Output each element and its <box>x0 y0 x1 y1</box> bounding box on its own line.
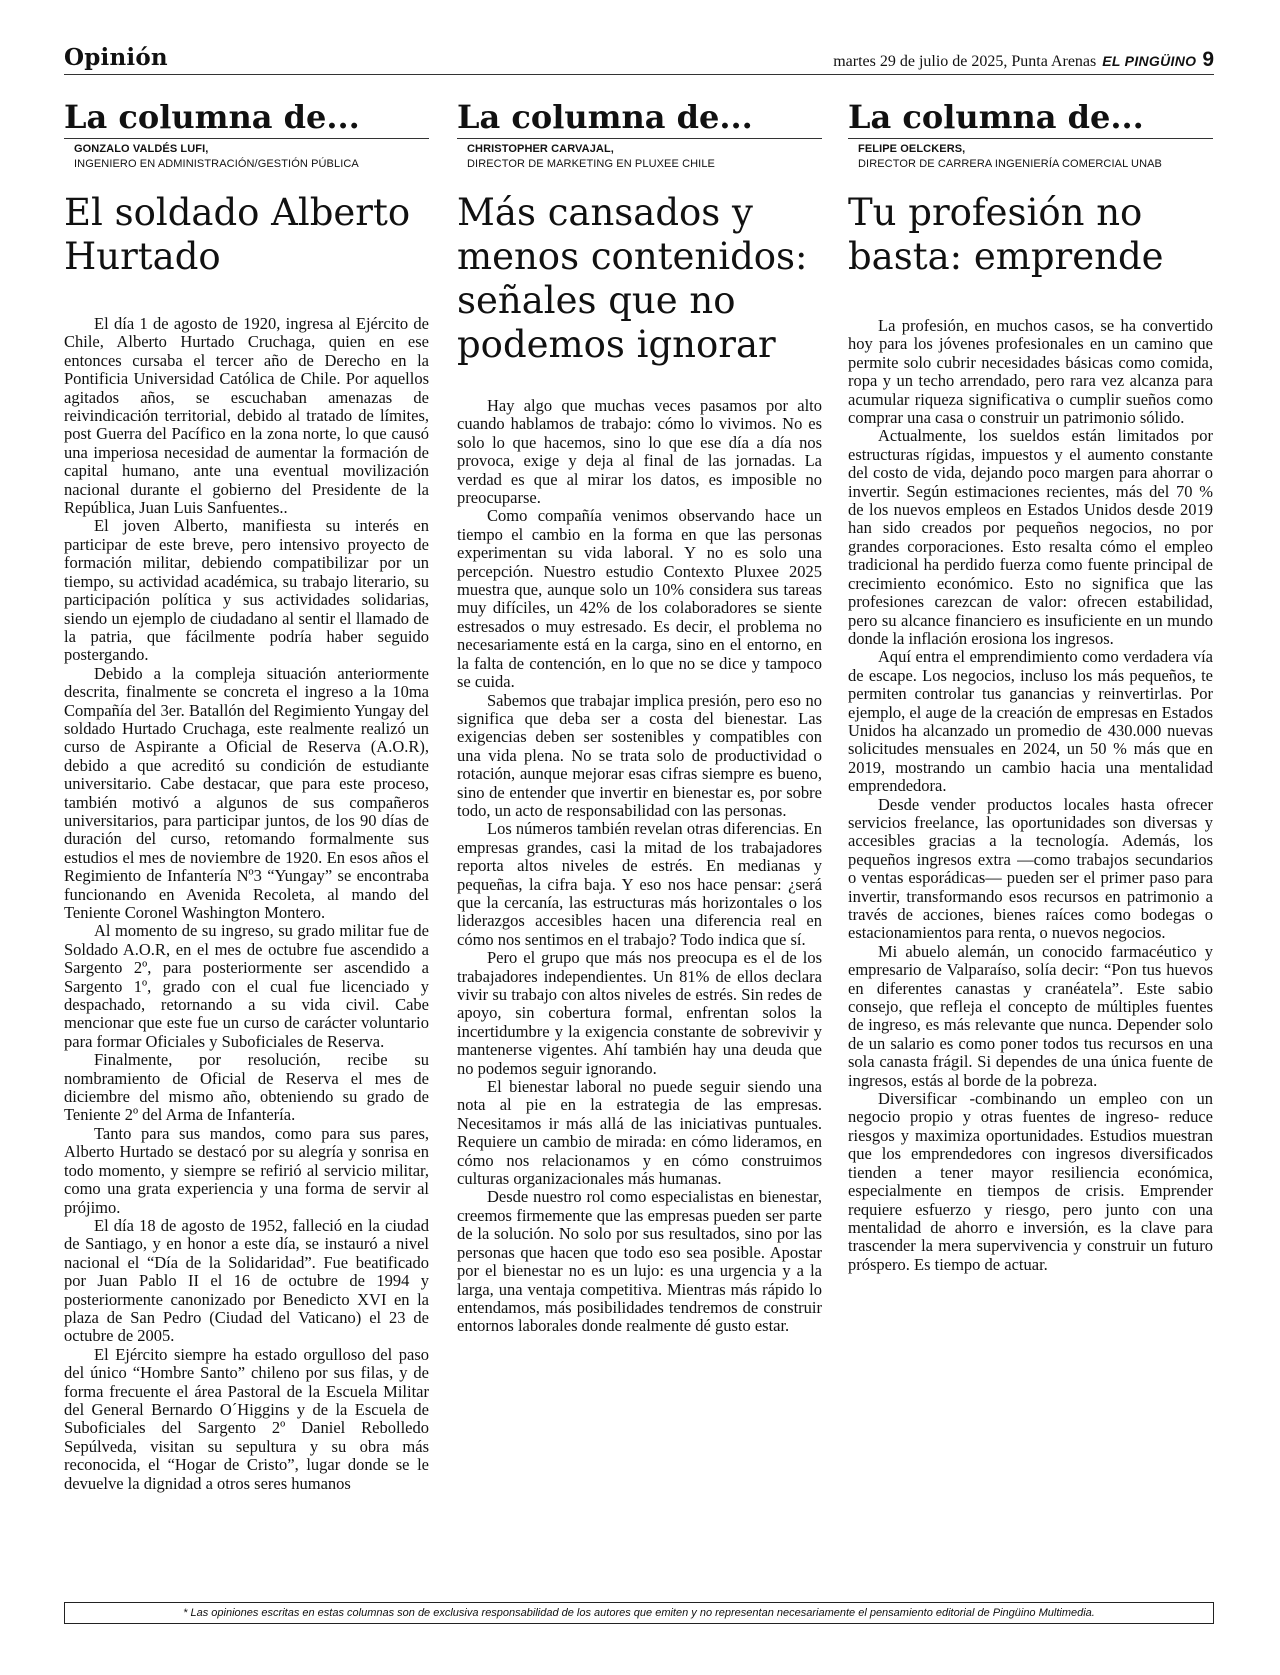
article-paragraph: Hay algo que muchas veces pasamos por alto cuando hablamos de trabajo: cómo lo vivimos. No es solo lo que hacemos, sino lo que ese día a día nos provoca, exige y deja al final de las jornadas. La verdad es que al mirar los datos, es imposible no preocuparse. <box>457 396 822 508</box>
article-paragraph: El día 1 de agosto de 1920, ingresa al Ejército de Chile, Alberto Hurtado Cruchaga, quien en ese entonces cursaba el tercer año de Derecho en la Pontificia Universidad Católica de Chile. Por aquellos agitados años, se escuchaban amenazas de reivindicación territorial, debido al tratado de límites, post Guerra del Pacífico en la zona norte, lo que causó una imperiosa necesidad de aumentar la formación de capital humano, ante una eventual movilización nacional durante el gobierno del Presidente de la República, Juan Luis Sanfuentes.. <box>64 314 429 518</box>
header-meta <box>833 48 1214 71</box>
author-role: INGENIERO EN ADMINISTRACIÓN/GESTIÓN PÚBLICA <box>74 158 359 170</box>
article-paragraph: Aquí entra el emprendimiento como verdadera vía de escape. Los negocios, incluso los más pequeños, te permiten controlar tus ganancias y reinvertirlas. Por ejemplo, el auge de la creación de empresas en Estados Unidos ha alcanzado un promedio de 430.000 nuevas solicitudes mensuales en 2024, un 50 % más que en 2019, mostrando un cambio hacia una mentalidad emprendedora. <box>848 647 1213 796</box>
article-paragraph: Actualmente, los sueldos están limitados por estructuras rígidas, impuestos y el aumento constante del costo de vida, dejando poco margen para ahorrar o invertir. Según estimaciones recientes, más del 70 % de los nuevos empleos en Estados Unidos desde 2019 han sido creados por pequeños negocios, no por grandes corporaciones. Esto resalta cómo el empleo tradicional ha perdido fuerza como fuente principal de crecimiento económico. Esto no significa que las profesiones carezcan de valor: ofrecen estabilidad, pero su alcance financiero es insuficiente en un mundo donde la inflación erosiona los ingresos. <box>848 426 1213 648</box>
column-kicker: La columna de... <box>457 96 822 139</box>
editorial-disclaimer: * Las opiniones escritas en estas columnas son de exclusiva responsabilidad de los autores que emiten y no representan necesariamente el pensamiento editorial de Pingüino Multimedia. <box>64 1602 1214 1624</box>
article-headline: El soldado Alberto Hurtado <box>64 191 411 278</box>
article-paragraph: Desde vender productos locales hasta ofrecer servicios freelance, las oportunidades son diversas y accesibles gracias a la tecnología. Además, los pequeños ingresos extra —como trabajos secundarios o ventas esporádicas— pueden ser el primer paso para invertir, transformando esos recursos en patrimonio a través de acciones, bienes raíces como bodegas o estacionamientos para renta, o nuevos negocios. <box>848 794 1213 943</box>
page-header <box>64 46 1214 75</box>
article-paragraph: Como compañía venimos observando hace un tiempo el cambio en la forma en que las personas experimentan su vida laboral. Y no es solo una percepción. Nuestro estudio Contexto Pluxee 2025 muestra que, aunque solo un 10% considera sus tareas muy difíciles, un 42% de los colaboradores se siente estresados o muy estresado. Es decir, el problema no necesariamente está en la carga, sino en el entorno, en la falta de contención, en lo que no se dice y tampoco se cuida. <box>457 506 822 692</box>
author-name: CHRISTOPHER CARVAJAL, <box>467 143 614 155</box>
article-paragraph: Pero el grupo que más nos preocupa es el de los trabajadores independientes. Un 81% de ellos declara vivir su trabajo con altos niveles de estrés. Sin redes de apoyo, sin cobertura formal, enfrentan solos la incertidumbre y la exigencia constante de sobrevivir y mantenerse vigentes. Ahí también hay una deuda que no podemos seguir ignorando. <box>457 948 822 1078</box>
newspaper-logo: EL PINGÜINO <box>1102 53 1197 69</box>
article-paragraph: Al momento de su ingreso, su grado militar fue de Soldado A.O.R, en el mes de octubre fue ascendido a Sargento 2º, para posteriormente ser ascendido a Sargento 1º, grado con el cual fue licenciado y despachado, retornando a su vida civil. Cabe mencionar que este fue un curso de carácter voluntario para formar Oficiales y Suboficiales de Reserva. <box>64 921 429 1051</box>
article-paragraph: Sabemos que trabajar implica presión, pero eso no significa que deba ser a costa del bienestar. Las exigencias deben ser sostenibles y compatibles con una vida plena. No se trata solo de productividad o rotación, aunque mejorar esas cifras siempre es bueno, sino de entender que invertir en bienestar es, por sobre todo, un acto de responsabilidad con las personas. <box>457 690 822 820</box>
date-line: martes 29 de julio de 2025, Punta Arenas <box>833 53 1097 70</box>
article-paragraph: Debido a la compleja situación anteriormente descrita, finalmente se concreta el ingreso a la 10ma Compañía del 3er. Batallón del Regimiento Yungay del soldado Hurtado Cruchaga, este realmente realizó un curso de Aspirante a Oficial de Reserva (A.O.R), debido a que acreditó su condición de estudiante universitario. Cabe destacar, que para este proceso, también motivó a algunos de sus compañeros universitarios, para participar juntos, de los 90 días de duración del curso, retomando formalmente sus estudios el mes de noviembre de 1920. En esos años el Regimiento de Infantería Nº3 “Yungay” se encontraba funcionando en Avenida Recoleta, al mando del Teniente Coronel Washington Montero. <box>64 663 429 922</box>
author-name: FELIPE OELCKERS, <box>858 143 966 155</box>
section-title: Opinión <box>64 44 168 71</box>
column-kicker: La columna de... <box>848 96 1213 139</box>
article-paragraph: El bienestar laboral no puede seguir siendo una nota al pie en la estrategia de las empresas. Necesitamos ir más allá de las iniciativas puntuales. Requiere un cambio de mirada: en cómo lideramos, en cómo nos relacionamos y en cómo construimos culturas organizacionales más humanas. <box>457 1077 822 1189</box>
article-body <box>457 397 822 1336</box>
article-paragraph: La profesión, en muchos casos, se ha convertido hoy para los jóvenes profesionales en un camino que permite solo cubrir necesidades básicas como comida, ropa y un techo arrendado, pero rara vez alcanza para acumular riqueza significativa o cumplir sueños como comprar una casa o construir un patrimonio sólido. <box>848 316 1213 428</box>
page-number: 9 <box>1202 48 1214 71</box>
article-paragraph: Tanto para sus mandos, como para sus pares, Alberto Hurtado se destacó por su alegría y sonrisa en todo momento, y siempre se refirió al servicio militar, como una grata experiencia y una forma de servir al prójimo. <box>64 1123 429 1217</box>
article-paragraph: Desde nuestro rol como especialistas en bienestar, creemos firmemente que las empresas pueden ser parte de la solución. No solo por sus resultados, sino por las personas que hacen que todo eso sea posible. Apostar por el bienestar no es un lujo: es una urgencia y a la larga, una ventaja competitiva. Mientras más rápido lo entendamos, más posibilidades tendremos de construir entornos laborales donde realmente dé gusto estar. <box>457 1187 822 1336</box>
author-name: GONZALO VALDÉS LUFI, <box>74 143 209 155</box>
article-paragraph: El joven Alberto, manifiesta su interés en participar de este breve, pero intensivo proyecto de formación militar, debiendo compatibilizar por un tiempo, su actividad académica, su trabajo literario, su participación política y sus actividades solidarias, siendo un ejemplo de ciudadano al sentir el llamado de la patria, que fácilmente podría haber seguido postergando. <box>64 516 429 665</box>
article-paragraph: Mi abuelo alemán, un conocido farmacéutico y empresario de Valparaíso, solía decir: “Pon tus huevos en diferentes canastas y cranéatela”. Este sabio consejo, que refleja el concepto de múltiples fuentes de ingreso, es más relevante que nunca. Depender solo de un salario es como poner todos tus recursos en una sola canasta frágil. Si dependes de una única fuente de ingresos, estás al borde de la pobreza. <box>848 941 1213 1090</box>
author-role: DIRECTOR DE CARRERA INGENIERÍA COMERCIAL UNAB <box>858 158 1162 170</box>
article-headline: Más cansados y menos contenidos: señales que no podemos ignorar <box>457 191 808 366</box>
opinion-column-3 <box>848 96 1213 1274</box>
author-role: DIRECTOR DE MARKETING EN PLUXEE CHILE <box>467 158 715 170</box>
opinion-column-2 <box>457 96 822 1336</box>
article-paragraph: El día 18 de agosto de 1952, falleció en la ciudad de Santiago, y en honor a este día, se instauró a nivel nacional el “Día de la Solidaridad”. Fue beatificado por Juan Pablo II el 16 de octubre de 1994 y posteriormente canonizado por Benedicto XVI en la plaza de San Pedro (Ciudad del Vaticano) el 23 de octubre de 2005. <box>64 1215 429 1346</box>
article-body <box>848 317 1213 1274</box>
article-paragraph: Diversificar -combinando un empleo con un negocio propio y otras fuentes de ingreso- reduce riesgos y maximiza oportunidades. Estudios muestran que los emprendedores con ingresos diversificados tienden a tener mayor resiliencia económica, especialmente en tiempos de crisis. Emprender requiere esfuerzo y riesgo, pero junto con una mentalidad de ahorro e inversión, es la clave para trascender la mera supervivencia y construir un futuro próspero. Es tiempo de actuar. <box>848 1089 1213 1274</box>
article-paragraph: Los números también revelan otras diferencias. En empresas grandes, casi la mitad de los trabajadores reporta altos niveles de estrés. En medianas y pequeñas, la cifra baja. Y eso nos hace pensar: ¿será que la cercanía, las estructuras más horizontales o los liderazgos accesibles hacen una diferencia real en cómo nos sentimos en el trabajo? Todo indica que sí. <box>457 819 822 949</box>
article-body <box>64 315 429 1493</box>
article-paragraph: Finalmente, por resolución, recibe su nombramiento de Oficial de Reserva el mes de diciembre del mismo año, obteniendo su grado de Teniente 2º del Arma de Infantería. <box>64 1050 429 1125</box>
column-kicker: La columna de... <box>64 96 429 139</box>
article-headline: Tu profesión no basta: emprende <box>848 191 1164 278</box>
opinion-column-1 <box>64 96 429 1493</box>
article-paragraph: El Ejército siempre ha estado orgulloso del paso del único “Hombre Santo” chileno por sus filas, y de forma frecuente el área Pastoral de la Escuela Militar del General Bernardo O´Higgins y de la Escuela de Suboficiales del Sargento 2º Daniel Rebolledo Sepúlveda, visitan su sepultura y su obra más reconocida, el “Hogar de Cristo”, lugar donde se le devuelve la dignidad a otros seres humanos <box>64 1344 429 1493</box>
